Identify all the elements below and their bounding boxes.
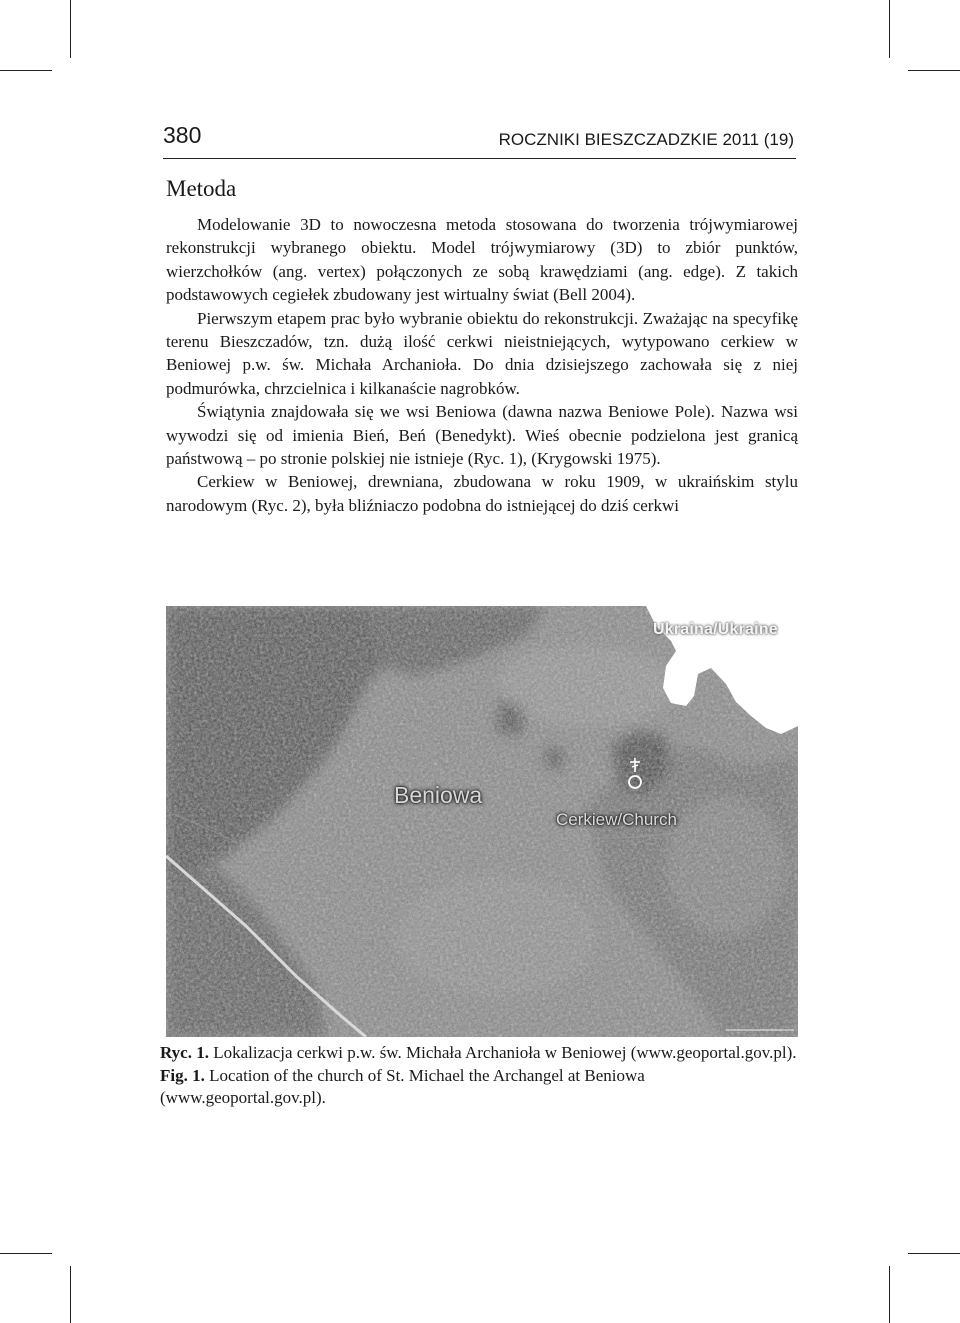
body-text bbox=[166, 213, 798, 517]
crop-mark bbox=[0, 70, 52, 71]
satellite-image bbox=[166, 606, 798, 1037]
caption-label: Ryc. 1. bbox=[160, 1043, 209, 1062]
satellite-map-figure bbox=[166, 606, 798, 1037]
crop-mark bbox=[908, 70, 960, 71]
crop-mark bbox=[70, 1266, 71, 1323]
paragraph: Pierwszym etapem prac było wybranie obiektu do rekonstrukcji. Zważając na specyfikę terenu Bieszczadów, tzn. dużą ilość cerkwi nieistniejących, wytypowano cerkiew w Beniowej p.w. św. Michała Archanioła. Do dnia dzisiejszego zachowała się z niej podmurówka, chrzcielnica i kilkanaście nagrobków. bbox=[166, 308, 798, 398]
paragraph: Cerkiew w Beniowej, drewniana, zbudowana w roku 1909, w ukraińskim stylu narodowym (Ryc. 2), była bliźniaczo podobna do istniejącej do dziś cerkwi bbox=[166, 472, 798, 515]
caption-english bbox=[160, 1065, 800, 1110]
orthodox-church-marker-icon bbox=[625, 758, 645, 794]
crop-mark bbox=[889, 1266, 890, 1323]
map-label-country: Ukraina/Ukraine bbox=[653, 621, 778, 638]
paragraph: Świątynia znajdowała się we wsi Beniowa (dawna nazwa Beniowe Pole). Nazwa wsi wywodzi się od imienia Bień, Beń (Benedykt). Wieś obecnie podzielona jest granicą państwową – po stronie polskiej nie istnieje (Ryc. 1), (Krygowski 1975). bbox=[166, 402, 798, 469]
caption-text: Location of the church of St. Michael the Archangel at Beniowa (www.geoportal.gov.pl). bbox=[160, 1065, 645, 1107]
page-header bbox=[163, 118, 796, 159]
crop-mark bbox=[889, 0, 890, 58]
figure-caption bbox=[160, 1042, 800, 1110]
page-number: 380 bbox=[163, 122, 202, 148]
section-title: Metoda bbox=[166, 176, 237, 201]
caption-polish bbox=[160, 1042, 800, 1065]
crop-mark bbox=[0, 1253, 52, 1254]
crop-mark bbox=[70, 0, 71, 58]
map-label-church: Cerkiew/Church bbox=[556, 810, 677, 829]
paragraph: Modelowanie 3D to nowoczesna metoda stosowana do tworzenia trójwymiarowej rekonstrukcji wybranego obiektu. Model trójwymiarowy (3D) to zbiór punktów, wierzchołków (ang. vertex) połączonych ze sobą krawędziami (ang. edge). Z takich podstawowych cegiełek zbudowany jest wirtualny świat (Bell 2004). bbox=[166, 215, 798, 305]
running-title: ROCZNIKI BIESZCZADZKIE 2011 (19) bbox=[498, 130, 794, 149]
caption-text: Lokalizacja cerkwi p.w. św. Michała Archanioła w Beniowej (www.geoportal.gov.pl). bbox=[208, 1043, 797, 1062]
caption-label: Fig. 1. bbox=[160, 1065, 205, 1085]
crop-mark bbox=[908, 1253, 960, 1254]
map-label-village: Beniowa bbox=[394, 782, 483, 808]
